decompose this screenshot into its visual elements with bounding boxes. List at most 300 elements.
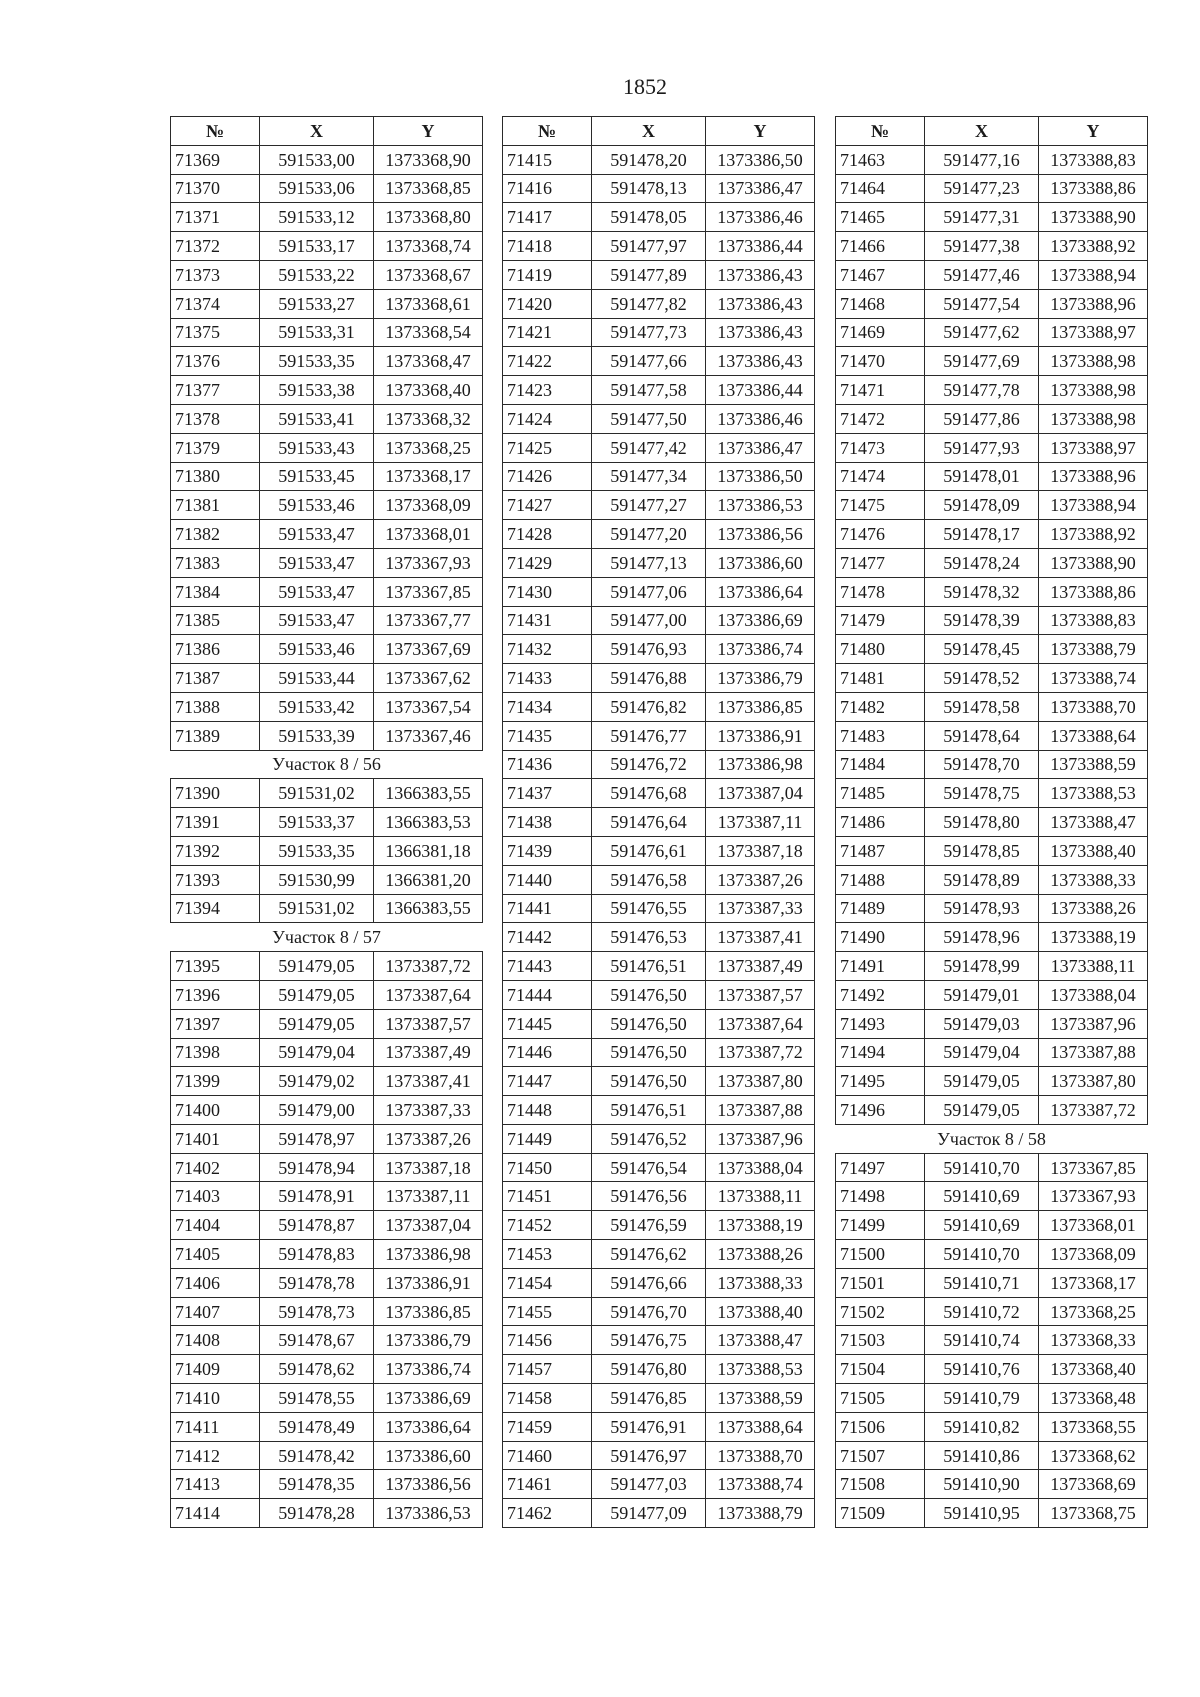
x-coordinate: 591410,70 xyxy=(925,1153,1039,1182)
y-coordinate: 1373387,26 xyxy=(706,865,815,894)
point-number: 71504 xyxy=(836,1355,925,1384)
table-row xyxy=(836,433,1148,462)
x-coordinate: 591533,37 xyxy=(260,808,374,837)
x-coordinate: 591478,62 xyxy=(260,1355,374,1384)
y-coordinate: 1373387,96 xyxy=(1039,1009,1148,1038)
table-row xyxy=(171,520,483,549)
point-number: 71394 xyxy=(171,894,260,923)
x-coordinate: 591477,50 xyxy=(592,404,706,433)
table-row xyxy=(836,664,1148,693)
x-coordinate: 591477,34 xyxy=(592,462,706,491)
y-coordinate: 1373368,32 xyxy=(374,404,483,433)
x-coordinate: 591533,46 xyxy=(260,635,374,664)
point-number: 71452 xyxy=(503,1211,592,1240)
x-coordinate: 591476,64 xyxy=(592,808,706,837)
table-row xyxy=(171,952,483,981)
x-coordinate: 591476,53 xyxy=(592,923,706,952)
table-row xyxy=(171,1268,483,1297)
point-number: 71422 xyxy=(503,347,592,376)
table-row xyxy=(836,1153,1148,1182)
y-coordinate: 1373387,18 xyxy=(706,836,815,865)
x-coordinate: 591476,72 xyxy=(592,750,706,779)
table-row xyxy=(836,289,1148,318)
table-row xyxy=(171,836,483,865)
x-coordinate: 591478,13 xyxy=(592,174,706,203)
point-number: 71462 xyxy=(503,1499,592,1528)
table-row xyxy=(836,1499,1148,1528)
point-number: 71414 xyxy=(171,1499,260,1528)
x-coordinate: 591479,03 xyxy=(925,1009,1039,1038)
table-row xyxy=(503,260,815,289)
table-row xyxy=(171,1384,483,1413)
x-coordinate: 591478,55 xyxy=(260,1384,374,1413)
point-number: 71380 xyxy=(171,462,260,491)
point-number: 71505 xyxy=(836,1384,925,1413)
y-coordinate: 1373386,44 xyxy=(706,232,815,261)
x-coordinate: 591410,95 xyxy=(925,1499,1039,1528)
y-coordinate: 1373386,50 xyxy=(706,145,815,174)
point-number: 71396 xyxy=(171,980,260,1009)
y-coordinate: 1373387,57 xyxy=(374,1009,483,1038)
y-coordinate: 1366381,18 xyxy=(374,836,483,865)
table-row xyxy=(503,203,815,232)
y-coordinate: 1373368,54 xyxy=(374,318,483,347)
table-row xyxy=(836,1412,1148,1441)
y-coordinate: 1373388,64 xyxy=(706,1412,815,1441)
y-coordinate: 1373386,64 xyxy=(374,1412,483,1441)
point-number: 71468 xyxy=(836,289,925,318)
point-number: 71445 xyxy=(503,1009,592,1038)
x-coordinate: 591476,82 xyxy=(592,692,706,721)
y-coordinate: 1373386,60 xyxy=(706,548,815,577)
x-coordinate: 591476,85 xyxy=(592,1384,706,1413)
x-coordinate: 591478,99 xyxy=(925,952,1039,981)
point-number: 71458 xyxy=(503,1384,592,1413)
table-row xyxy=(503,1326,815,1355)
table-row xyxy=(171,1470,483,1499)
y-coordinate: 1373387,80 xyxy=(1039,1067,1148,1096)
x-coordinate: 591478,09 xyxy=(925,491,1039,520)
y-coordinate: 1373386,47 xyxy=(706,174,815,203)
table-row xyxy=(171,145,483,174)
point-number: 71494 xyxy=(836,1038,925,1067)
table-row xyxy=(171,491,483,520)
x-coordinate: 591476,97 xyxy=(592,1441,706,1470)
table-row xyxy=(503,347,815,376)
point-number: 71457 xyxy=(503,1355,592,1384)
table-row xyxy=(171,1412,483,1441)
table-row xyxy=(836,808,1148,837)
x-coordinate: 591476,51 xyxy=(592,1096,706,1125)
point-number: 71369 xyxy=(171,145,260,174)
table-row xyxy=(836,260,1148,289)
y-coordinate: 1373368,17 xyxy=(1039,1268,1148,1297)
table-row xyxy=(836,635,1148,664)
point-number: 71417 xyxy=(503,203,592,232)
section-title: Участок 8 / 58 xyxy=(836,1124,1148,1153)
point-number: 71506 xyxy=(836,1412,925,1441)
point-number: 71381 xyxy=(171,491,260,520)
coordinates-table-2 xyxy=(502,116,815,1528)
x-coordinate: 591477,42 xyxy=(592,433,706,462)
point-number: 71400 xyxy=(171,1096,260,1125)
point-number: 71474 xyxy=(836,462,925,491)
point-number: 71487 xyxy=(836,836,925,865)
x-coordinate: 591478,91 xyxy=(260,1182,374,1211)
table-row xyxy=(503,1124,815,1153)
y-coordinate: 1373388,74 xyxy=(1039,664,1148,693)
y-coordinate: 1373388,47 xyxy=(706,1326,815,1355)
point-number: 71503 xyxy=(836,1326,925,1355)
y-coordinate: 1373388,19 xyxy=(1039,923,1148,952)
table-row xyxy=(503,145,815,174)
table-row xyxy=(503,635,815,664)
table-row xyxy=(503,577,815,606)
x-coordinate: 591533,47 xyxy=(260,520,374,549)
table-row xyxy=(171,174,483,203)
x-coordinate: 591478,39 xyxy=(925,606,1039,635)
section-header-row xyxy=(836,1124,1148,1153)
table-row xyxy=(503,721,815,750)
y-coordinate: 1373388,98 xyxy=(1039,376,1148,405)
y-coordinate: 1373368,90 xyxy=(374,145,483,174)
x-coordinate: 591476,58 xyxy=(592,865,706,894)
point-number: 71450 xyxy=(503,1153,592,1182)
x-coordinate: 591477,27 xyxy=(592,491,706,520)
y-coordinate: 1373368,75 xyxy=(1039,1499,1148,1528)
point-number: 71401 xyxy=(171,1124,260,1153)
table-row xyxy=(171,1297,483,1326)
y-coordinate: 1373386,47 xyxy=(706,433,815,462)
x-coordinate: 591533,42 xyxy=(260,692,374,721)
x-coordinate: 591533,00 xyxy=(260,145,374,174)
point-number: 71439 xyxy=(503,836,592,865)
table-header-row xyxy=(836,117,1148,146)
y-coordinate: 1373368,09 xyxy=(374,491,483,520)
x-coordinate: 591477,31 xyxy=(925,203,1039,232)
y-coordinate: 1373388,04 xyxy=(706,1153,815,1182)
x-coordinate: 591478,24 xyxy=(925,548,1039,577)
y-coordinate: 1373388,97 xyxy=(1039,318,1148,347)
table-row xyxy=(836,347,1148,376)
point-number: 71395 xyxy=(171,952,260,981)
table-row xyxy=(503,980,815,1009)
point-number: 71383 xyxy=(171,548,260,577)
point-number: 71386 xyxy=(171,635,260,664)
point-number: 71489 xyxy=(836,894,925,923)
table-row xyxy=(171,808,483,837)
y-coordinate: 1373388,90 xyxy=(1039,548,1148,577)
x-coordinate: 591479,05 xyxy=(260,952,374,981)
point-number: 71459 xyxy=(503,1412,592,1441)
table-row xyxy=(836,980,1148,1009)
table-row xyxy=(836,894,1148,923)
x-coordinate: 591476,80 xyxy=(592,1355,706,1384)
point-number: 71435 xyxy=(503,721,592,750)
header-y: Y xyxy=(706,117,815,146)
y-coordinate: 1373388,70 xyxy=(706,1441,815,1470)
x-coordinate: 591477,06 xyxy=(592,577,706,606)
table-row xyxy=(836,1470,1148,1499)
point-number: 71391 xyxy=(171,808,260,837)
x-coordinate: 591478,97 xyxy=(260,1124,374,1153)
x-coordinate: 591478,64 xyxy=(925,721,1039,750)
table-row xyxy=(171,1124,483,1153)
point-number: 71484 xyxy=(836,750,925,779)
y-coordinate: 1373367,93 xyxy=(1039,1182,1148,1211)
x-coordinate: 591410,90 xyxy=(925,1470,1039,1499)
x-coordinate: 591477,82 xyxy=(592,289,706,318)
point-number: 71500 xyxy=(836,1240,925,1269)
y-coordinate: 1373388,86 xyxy=(1039,577,1148,606)
table-row xyxy=(503,1009,815,1038)
y-coordinate: 1373388,94 xyxy=(1039,260,1148,289)
y-coordinate: 1373388,33 xyxy=(706,1268,815,1297)
x-coordinate: 591478,78 xyxy=(260,1268,374,1297)
point-number: 71449 xyxy=(503,1124,592,1153)
point-number: 71372 xyxy=(171,232,260,261)
y-coordinate: 1373368,25 xyxy=(374,433,483,462)
x-coordinate: 591479,04 xyxy=(260,1038,374,1067)
table-row xyxy=(171,260,483,289)
x-coordinate: 591533,39 xyxy=(260,721,374,750)
y-coordinate: 1373386,43 xyxy=(706,289,815,318)
point-number: 71490 xyxy=(836,923,925,952)
point-number: 71378 xyxy=(171,404,260,433)
x-coordinate: 591476,52 xyxy=(592,1124,706,1153)
table-row xyxy=(171,1182,483,1211)
y-coordinate: 1373386,85 xyxy=(706,692,815,721)
y-coordinate: 1373388,26 xyxy=(1039,894,1148,923)
table-row xyxy=(836,318,1148,347)
x-coordinate: 591477,78 xyxy=(925,376,1039,405)
y-coordinate: 1373368,01 xyxy=(1039,1211,1148,1240)
x-coordinate: 591478,45 xyxy=(925,635,1039,664)
table-row xyxy=(171,1326,483,1355)
point-number: 71419 xyxy=(503,260,592,289)
x-coordinate: 591478,52 xyxy=(925,664,1039,693)
point-number: 71473 xyxy=(836,433,925,462)
table-row xyxy=(171,1009,483,1038)
x-coordinate: 591533,47 xyxy=(260,548,374,577)
coordinates-table-1 xyxy=(170,116,483,1528)
point-number: 71447 xyxy=(503,1067,592,1096)
y-coordinate: 1373386,69 xyxy=(706,606,815,635)
x-coordinate: 591476,56 xyxy=(592,1182,706,1211)
header-y: Y xyxy=(374,117,483,146)
x-coordinate: 591478,42 xyxy=(260,1441,374,1470)
y-coordinate: 1373388,79 xyxy=(706,1499,815,1528)
table-row xyxy=(503,433,815,462)
point-number: 71429 xyxy=(503,548,592,577)
table-row xyxy=(836,750,1148,779)
x-coordinate: 591477,13 xyxy=(592,548,706,577)
x-coordinate: 591533,35 xyxy=(260,347,374,376)
point-number: 71466 xyxy=(836,232,925,261)
table-row xyxy=(503,548,815,577)
x-coordinate: 591533,41 xyxy=(260,404,374,433)
x-coordinate: 591476,88 xyxy=(592,664,706,693)
point-number: 71470 xyxy=(836,347,925,376)
point-number: 71486 xyxy=(836,808,925,837)
x-coordinate: 591410,72 xyxy=(925,1297,1039,1326)
y-coordinate: 1373386,44 xyxy=(706,376,815,405)
x-coordinate: 591476,55 xyxy=(592,894,706,923)
x-coordinate: 591478,32 xyxy=(925,577,1039,606)
point-number: 71451 xyxy=(503,1182,592,1211)
point-number: 71478 xyxy=(836,577,925,606)
table-row xyxy=(171,894,483,923)
x-coordinate: 591476,50 xyxy=(592,1067,706,1096)
x-coordinate: 591533,47 xyxy=(260,606,374,635)
x-coordinate: 591477,93 xyxy=(925,433,1039,462)
table-row xyxy=(503,750,815,779)
x-coordinate: 591533,35 xyxy=(260,836,374,865)
point-number: 71440 xyxy=(503,865,592,894)
point-number: 71403 xyxy=(171,1182,260,1211)
y-coordinate: 1373368,48 xyxy=(1039,1384,1148,1413)
x-coordinate: 591410,82 xyxy=(925,1412,1039,1441)
y-coordinate: 1373367,46 xyxy=(374,721,483,750)
point-number: 71438 xyxy=(503,808,592,837)
x-coordinate: 591477,66 xyxy=(592,347,706,376)
y-coordinate: 1373388,70 xyxy=(1039,692,1148,721)
table-row xyxy=(836,1326,1148,1355)
header-number: № xyxy=(503,117,592,146)
point-number: 71493 xyxy=(836,1009,925,1038)
point-number: 71407 xyxy=(171,1297,260,1326)
y-coordinate: 1373368,80 xyxy=(374,203,483,232)
table-row xyxy=(836,520,1148,549)
point-number: 71371 xyxy=(171,203,260,232)
y-coordinate: 1373387,49 xyxy=(706,952,815,981)
y-coordinate: 1373388,59 xyxy=(706,1384,815,1413)
point-number: 71467 xyxy=(836,260,925,289)
table-row xyxy=(503,491,815,520)
x-coordinate: 591477,69 xyxy=(925,347,1039,376)
x-coordinate: 591478,70 xyxy=(925,750,1039,779)
point-number: 71377 xyxy=(171,376,260,405)
y-coordinate: 1373386,79 xyxy=(374,1326,483,1355)
table-row xyxy=(836,1268,1148,1297)
y-coordinate: 1373388,53 xyxy=(706,1355,815,1384)
x-coordinate: 591533,06 xyxy=(260,174,374,203)
y-coordinate: 1373387,49 xyxy=(374,1038,483,1067)
header-y: Y xyxy=(1039,117,1148,146)
table-row xyxy=(171,433,483,462)
table-row xyxy=(836,923,1148,952)
point-number: 71479 xyxy=(836,606,925,635)
point-number: 71437 xyxy=(503,779,592,808)
point-number: 71410 xyxy=(171,1384,260,1413)
x-coordinate: 591479,02 xyxy=(260,1067,374,1096)
header-x: X xyxy=(260,117,374,146)
table-row xyxy=(836,232,1148,261)
y-coordinate: 1373387,26 xyxy=(374,1124,483,1153)
y-coordinate: 1373387,04 xyxy=(374,1211,483,1240)
y-coordinate: 1373386,46 xyxy=(706,404,815,433)
x-coordinate: 591533,45 xyxy=(260,462,374,491)
table-header-row xyxy=(171,117,483,146)
table-row xyxy=(503,1067,815,1096)
point-number: 71464 xyxy=(836,174,925,203)
point-number: 71492 xyxy=(836,980,925,1009)
point-number: 71480 xyxy=(836,635,925,664)
table-row xyxy=(171,462,483,491)
point-number: 71491 xyxy=(836,952,925,981)
point-number: 71411 xyxy=(171,1412,260,1441)
point-number: 71476 xyxy=(836,520,925,549)
section-header-row xyxy=(171,750,483,779)
table-row xyxy=(503,174,815,203)
table-row xyxy=(836,952,1148,981)
point-number: 71483 xyxy=(836,721,925,750)
y-coordinate: 1373368,33 xyxy=(1039,1326,1148,1355)
table-row xyxy=(171,376,483,405)
x-coordinate: 591476,50 xyxy=(592,1009,706,1038)
x-coordinate: 591476,77 xyxy=(592,721,706,750)
point-number: 71498 xyxy=(836,1182,925,1211)
point-number: 71399 xyxy=(171,1067,260,1096)
y-coordinate: 1373388,11 xyxy=(706,1182,815,1211)
x-coordinate: 591478,80 xyxy=(925,808,1039,837)
header-number: № xyxy=(171,117,260,146)
x-coordinate: 591479,05 xyxy=(925,1096,1039,1125)
x-coordinate: 591478,94 xyxy=(260,1153,374,1182)
x-coordinate: 591479,01 xyxy=(925,980,1039,1009)
y-coordinate: 1373387,18 xyxy=(374,1153,483,1182)
y-coordinate: 1373388,59 xyxy=(1039,750,1148,779)
table-row xyxy=(503,1470,815,1499)
x-coordinate: 591478,89 xyxy=(925,865,1039,894)
y-coordinate: 1373388,97 xyxy=(1039,433,1148,462)
point-number: 71454 xyxy=(503,1268,592,1297)
table-row xyxy=(171,1441,483,1470)
point-number: 71404 xyxy=(171,1211,260,1240)
table-row xyxy=(503,1355,815,1384)
x-coordinate: 591410,71 xyxy=(925,1268,1039,1297)
point-number: 71424 xyxy=(503,404,592,433)
y-coordinate: 1373368,74 xyxy=(374,232,483,261)
x-coordinate: 591410,70 xyxy=(925,1240,1039,1269)
table-row xyxy=(171,1240,483,1269)
x-coordinate: 591477,54 xyxy=(925,289,1039,318)
y-coordinate: 1373388,83 xyxy=(1039,145,1148,174)
point-number: 71481 xyxy=(836,664,925,693)
table-row xyxy=(836,404,1148,433)
table-row xyxy=(836,1297,1148,1326)
x-coordinate: 591476,93 xyxy=(592,635,706,664)
point-number: 71471 xyxy=(836,376,925,405)
x-coordinate: 591477,00 xyxy=(592,606,706,635)
x-coordinate: 591410,69 xyxy=(925,1211,1039,1240)
point-number: 71415 xyxy=(503,145,592,174)
point-number: 71488 xyxy=(836,865,925,894)
y-coordinate: 1373388,04 xyxy=(1039,980,1148,1009)
point-number: 71461 xyxy=(503,1470,592,1499)
x-coordinate: 591533,43 xyxy=(260,433,374,462)
x-coordinate: 591478,17 xyxy=(925,520,1039,549)
point-number: 71427 xyxy=(503,491,592,520)
point-number: 71456 xyxy=(503,1326,592,1355)
x-coordinate: 591476,59 xyxy=(592,1211,706,1240)
point-number: 71376 xyxy=(171,347,260,376)
table-row xyxy=(836,779,1148,808)
point-number: 71432 xyxy=(503,635,592,664)
table-row xyxy=(836,721,1148,750)
y-coordinate: 1373387,11 xyxy=(706,808,815,837)
point-number: 71412 xyxy=(171,1441,260,1470)
